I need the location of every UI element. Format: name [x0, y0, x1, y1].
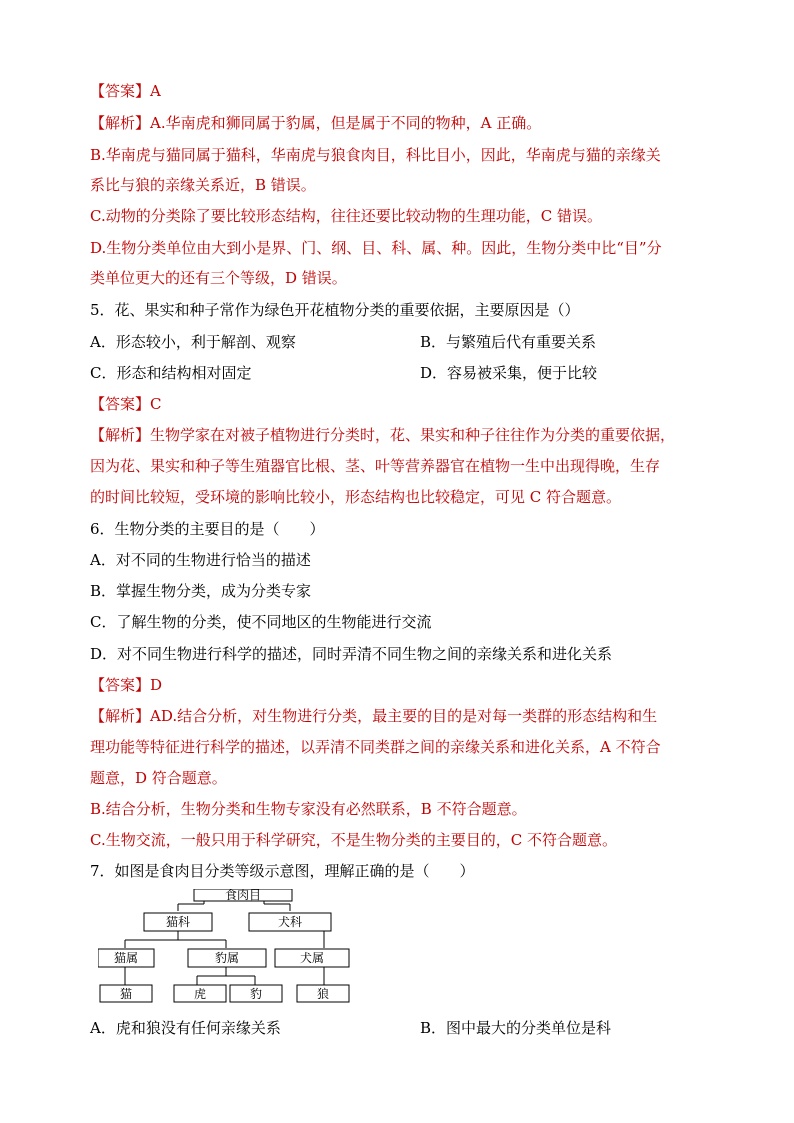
- diagram-node-species-tiger: [174, 985, 226, 1002]
- diagram-species-label: 猫: [119, 987, 133, 1001]
- diagram-node-family-dog: [249, 913, 331, 931]
- diagram-species-label: 狼: [316, 987, 330, 1001]
- q6-answer: 【答案】D: [90, 676, 163, 694]
- q5-analysis-line-1: 【解析】生物学家在对被子植物进行分类时，花、果实和种子往往作为分类的重要依据，: [90, 426, 676, 444]
- diagram-genus-label: 豹属: [214, 951, 240, 965]
- q6-option-b: B．掌握生物分类，成为分类专家: [90, 582, 312, 600]
- q7-option-a: A．虎和狼没有任何亲缘关系: [90, 1019, 281, 1037]
- diagram-order-label: 食肉目: [224, 889, 262, 902]
- diagram-node-genus-dog: [275, 949, 349, 967]
- q5-analysis-line-2: 因为花、果实和种子等生殖器官比根、茎、叶等营养器官在植物一生中出现得晚，生存: [90, 457, 661, 475]
- q5-option-b: B．与繁殖后代有重要关系: [420, 333, 597, 351]
- diagram-family-label: 猫科: [165, 915, 191, 929]
- diagram-connectors: [125, 899, 324, 986]
- q6-analysis-line-1: 【解析】AD.结合分析，对生物进行分类，最主要的目的是对每一类群的形态结构和生: [90, 707, 658, 725]
- q7-stem: 7．如图是食肉目分类等级示意图，理解正确的是（ ）: [90, 862, 475, 880]
- q6-option-d: D．对不同生物进行科学的描述，同时弄清不同生物之间的亲缘关系和进化关系: [90, 645, 613, 663]
- q7-option-b: B．图中最大的分类单位是科: [420, 1019, 612, 1037]
- q4-analysis-line-5: D.生物分类单位由大到小是界、门、纲、目、科、属、种。因此，生物分类中比“目”分: [90, 239, 662, 257]
- diagram-node-genus-panthera: [188, 949, 266, 967]
- q5-option-d: D．容易被采集，便于比较: [420, 364, 598, 382]
- q6-option-c: C．了解生物的分类，使不同地区的生物能进行交流: [90, 613, 432, 631]
- classification-diagram: [98, 889, 358, 1004]
- q5-option-a: A．形态较小，利于解剖、观察: [90, 333, 296, 351]
- q4-analysis-line-2: B.华南虎与猫同属于猫科，华南虎与狼食肉目，科比目小，因此，华南虎与猫的亲缘关: [90, 146, 661, 164]
- q6-analysis-line-4: B.结合分析，生物分类和生物专家没有必然联系，B 不符合题意。: [90, 800, 527, 818]
- q4-analysis-line-4: C.动物的分类除了要比较形态结构，往往还要比较动物的生理功能，C 错误。: [90, 207, 602, 225]
- q4-analysis-line-1: 【解析】A.华南虎和狮同属于豹属，但是属于不同的物种，A 正确。: [90, 114, 542, 132]
- diagram-genus-label: 猫属: [113, 951, 139, 965]
- diagram-node-species-leopard: [230, 985, 282, 1002]
- diagram-species-label: 豹: [249, 987, 263, 1001]
- diagram-node-order: [194, 889, 292, 902]
- q4-analysis-line-6: 类单位更大的还有三个等级，D 错误。: [90, 269, 347, 287]
- diagram-node-genus-cat: [98, 949, 154, 967]
- diagram-species-label: 虎: [193, 987, 207, 1001]
- diagram-node-species-cat: [100, 985, 152, 1002]
- q4-answer: 【答案】A: [90, 82, 161, 100]
- diagram-node-family-cat: [144, 913, 212, 931]
- q5-option-c: C．形态和结构相对固定: [90, 364, 252, 382]
- q6-option-a: A．对不同的生物进行恰当的描述: [90, 551, 311, 569]
- diagram-genus-label: 犬属: [299, 951, 325, 965]
- diagram-family-label: 犬科: [277, 915, 303, 929]
- q6-analysis-line-3: 题意，D 符合题意。: [90, 769, 227, 787]
- q4-analysis-line-3: 系比与狼的亲缘关系近，B 错误。: [90, 176, 316, 194]
- q5-analysis-line-3: 的时间比较短，受环境的影响比较小，形态结构也比较稳定，可见 C 符合题意。: [90, 488, 622, 506]
- q6-analysis-line-5: C.生物交流，一般只用于科学研究，不是生物分类的主要目的，C 不符合题意。: [90, 831, 617, 849]
- q6-analysis-line-2: 理功能等特征进行科学的描述，以弄清不同类群之间的亲缘关系和进化关系，A 不符合: [90, 738, 661, 756]
- q5-answer: 【答案】C: [90, 395, 162, 413]
- diagram-node-species-wolf: [297, 985, 349, 1002]
- q5-stem: 5．花、果实和种子常作为绿色开花植物分类的重要依据，主要原因是（）: [90, 301, 580, 319]
- q6-stem: 6．生物分类的主要目的是（ ）: [90, 520, 325, 538]
